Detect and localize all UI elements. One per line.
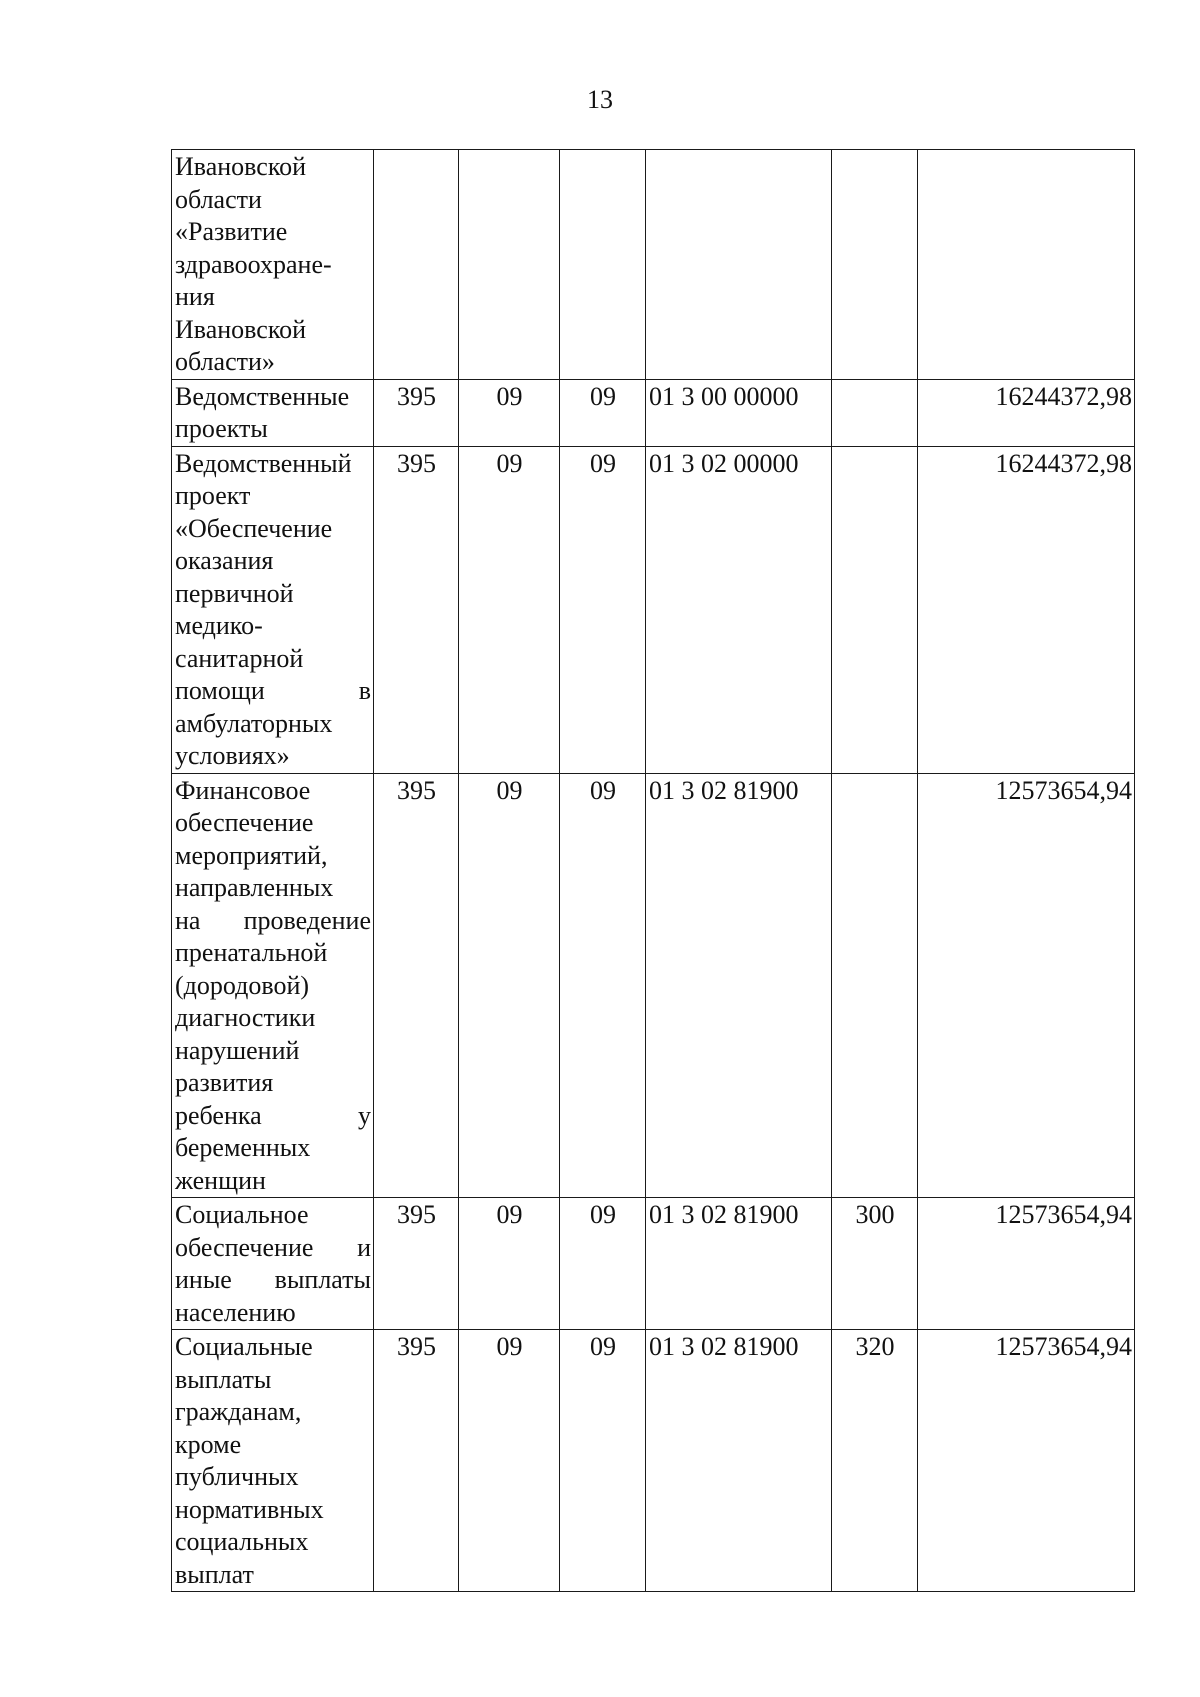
ministry-code-cell: 395 — [374, 1330, 459, 1592]
section-code-cell: 09 — [459, 1330, 560, 1592]
table-row — [172, 1330, 1135, 1592]
row-name-cell — [172, 446, 374, 773]
row-name-line: области» — [175, 347, 275, 376]
row-name-line: социальных — [175, 1527, 309, 1556]
row-name-line: иные выплаты — [175, 1265, 371, 1294]
row-name-cell — [172, 1198, 374, 1330]
row-name-line: выплат — [175, 1559, 254, 1589]
row-name-line: направленных — [175, 873, 334, 902]
ministry-code-cell: 395 — [374, 446, 459, 773]
ministry-code-cell: 395 — [374, 773, 459, 1198]
subsection-code-cell: 09 — [560, 1198, 646, 1330]
row-name-line: Социальные — [175, 1332, 313, 1361]
row-name-line: (дородовой) — [175, 970, 310, 1000]
table-row — [172, 773, 1135, 1198]
row-name-cell — [172, 773, 374, 1198]
row-name-line: Финансовое — [175, 775, 311, 805]
row-name-line: Ивановской — [175, 152, 307, 181]
section-code-cell: 09 — [459, 379, 560, 446]
expense-type-cell — [832, 150, 918, 380]
row-name-line: обеспечение — [175, 808, 314, 837]
target-article-cell: 01 3 02 81900 — [646, 773, 832, 1198]
subsection-code-cell: 09 — [560, 1330, 646, 1592]
row-name-cell — [172, 150, 374, 380]
row-name-line: ребенка у — [175, 1100, 371, 1130]
amount-cell: 16244372,98 — [918, 446, 1135, 773]
amount-cell: 12573654,94 — [918, 773, 1135, 1198]
row-name-line: первичной — [175, 578, 294, 608]
row-name-line: Ивановской — [175, 314, 307, 344]
section-code-cell: 09 — [459, 446, 560, 773]
section-code-cell: 09 — [459, 1198, 560, 1330]
ministry-code-cell: 395 — [374, 1198, 459, 1330]
row-name-line: на проведение — [175, 905, 371, 935]
amount-cell: 12573654,94 — [918, 1198, 1135, 1330]
row-name-line: женщин — [175, 1165, 266, 1195]
row-name-line: развития — [175, 1068, 274, 1097]
row-name-line: выплаты — [175, 1364, 272, 1394]
ministry-code-cell — [374, 150, 459, 380]
row-name-line: ния — [175, 282, 215, 311]
expense-type-cell — [832, 773, 918, 1198]
expense-type-cell: 300 — [832, 1198, 918, 1330]
amount-cell: 16244372,98 — [918, 379, 1135, 446]
row-name-line: обеспечение и — [175, 1232, 371, 1262]
budget-table-body — [172, 150, 1135, 1592]
subsection-code-cell: 09 — [560, 446, 646, 773]
row-name-line: беременных — [175, 1133, 311, 1162]
subsection-code-cell — [560, 150, 646, 380]
subsection-code-cell: 09 — [560, 379, 646, 446]
expense-type-cell — [832, 379, 918, 446]
row-name-line: области — [175, 184, 262, 214]
row-name-line: оказания — [175, 546, 274, 575]
row-name-cell — [172, 379, 374, 446]
amount-cell — [918, 150, 1135, 380]
target-article-cell: 01 3 02 00000 — [646, 446, 832, 773]
row-name-line: Ведомственные — [175, 381, 350, 411]
row-name-line: населению — [175, 1297, 296, 1327]
page-number: 13 — [587, 85, 613, 114]
table-row — [172, 150, 1135, 380]
row-name-line: помощи в — [175, 676, 371, 705]
row-name-line: условиях» — [175, 741, 290, 770]
row-name-line: здравоохране- — [175, 249, 332, 279]
target-article-cell — [646, 150, 832, 380]
row-name-line: нормативных — [175, 1494, 324, 1524]
row-name-line: диагностики — [175, 1003, 316, 1032]
target-article-cell: 01 3 02 81900 — [646, 1198, 832, 1330]
target-article-cell: 01 3 00 00000 — [646, 379, 832, 446]
row-name-line: санитарной — [175, 643, 304, 673]
row-name-line: нарушений — [175, 1035, 300, 1065]
budget-table — [171, 149, 1135, 1592]
row-name-line: Социальное — [175, 1200, 309, 1229]
row-name-line: мероприятий, — [175, 840, 328, 870]
row-name-line: гражданам, — [175, 1397, 302, 1426]
section-code-cell: 09 — [459, 773, 560, 1198]
amount-cell: 12573654,94 — [918, 1330, 1135, 1592]
row-name-line: «Обеспечение — [175, 513, 333, 543]
row-name-line: пренатальной — [175, 938, 328, 967]
row-name-line: медико- — [175, 611, 263, 640]
row-name-line: проекты — [175, 414, 268, 443]
subsection-code-cell: 09 — [560, 773, 646, 1198]
row-name-line: Ведомственный — [175, 448, 352, 478]
table-row — [172, 1198, 1135, 1330]
row-name-cell — [172, 1330, 374, 1592]
table-row — [172, 379, 1135, 446]
ministry-code-cell: 395 — [374, 379, 459, 446]
expense-type-cell — [832, 446, 918, 773]
section-code-cell — [459, 150, 560, 380]
row-name-line: проект — [175, 481, 251, 510]
expense-type-cell: 320 — [832, 1330, 918, 1592]
row-name-line: кроме — [175, 1429, 242, 1459]
target-article-cell: 01 3 02 81900 — [646, 1330, 832, 1592]
table-row — [172, 446, 1135, 773]
row-name-line: «Развитие — [175, 217, 288, 246]
row-name-line: публичных — [175, 1462, 299, 1491]
row-name-line: амбулаторных — [175, 708, 333, 738]
